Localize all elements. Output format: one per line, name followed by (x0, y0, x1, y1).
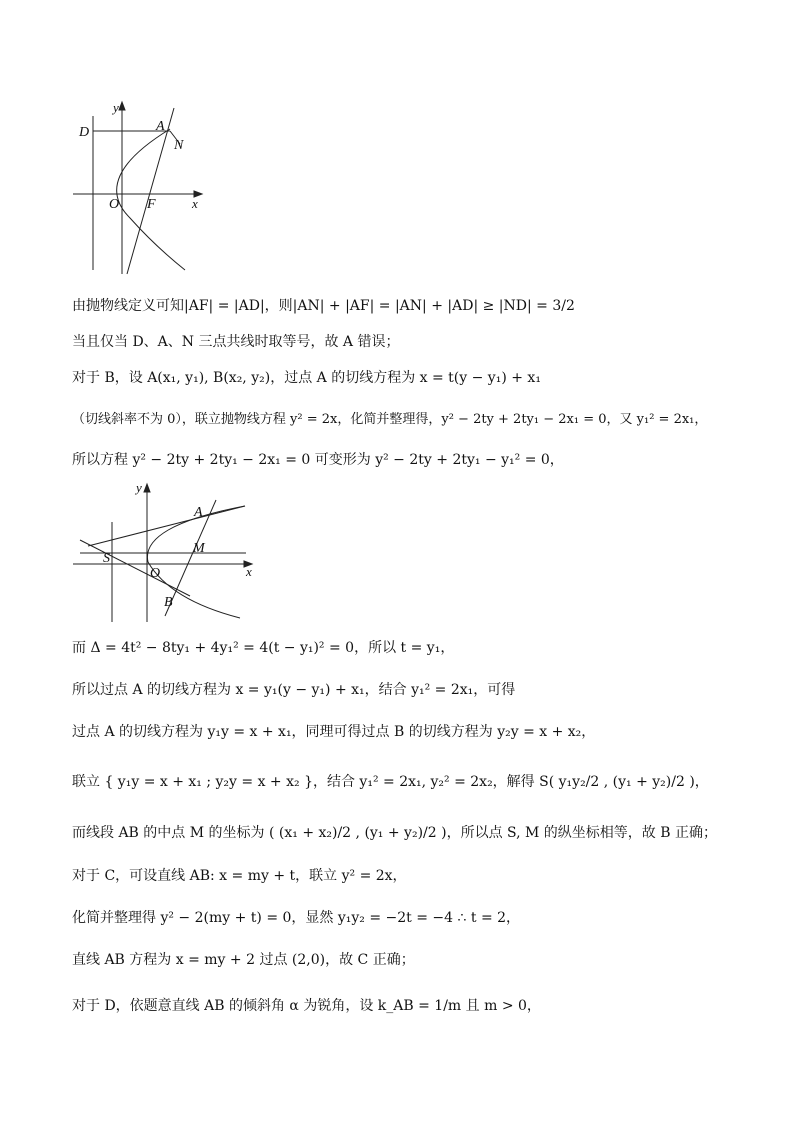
label-F: F (147, 197, 156, 212)
text-line-7: 所以过点 A 的切线方程为 x = y₁(y − y₁) + x₁，结合 y₁² = 2x₁，可得 (72, 682, 516, 698)
chord-AB (165, 500, 216, 616)
label-M: M (193, 541, 205, 556)
label-y: y (136, 480, 142, 495)
text-line-9: 联立 { y₁y = x + x₁ ; y₂y = x + x₂ }，结合 y₁² = 2x₁, y₂² = 2x₂，解得 S( y₁y₂/2 , (y₁ + y₂)/2 )， (72, 774, 709, 790)
label-N: N (174, 138, 184, 153)
text-line-10: 而线段 AB 的中点 M 的坐标为 ( (x₁ + x₂)/2 , (y₁ + y₂)/2 )，所以点 S, M 的纵坐标相等，故 B 正确； (72, 825, 717, 841)
label-O: O (150, 566, 161, 581)
label-B: B (164, 595, 173, 610)
label-S: S (103, 551, 110, 566)
figure-parabola-1 (70, 98, 210, 278)
text-line-3: 对于 B，设 A(x₁, y₁), B(x₂, y₂)，过点 A 的切线方程为 x = t(y − y₁) + x₁ (72, 370, 541, 386)
tangent-at-B (80, 540, 190, 596)
text-line-8: 过点 A 的切线方程为 y₁y = x + x₁，同理可得过点 B 的切线方程为 y₂y = x + x₂， (72, 724, 596, 740)
text-line-13: 直线 AB 方程为 x = my + 2 过点 (2,0)，故 C 正确； (72, 952, 415, 968)
label-A: A (156, 119, 165, 134)
y-axis-arrow (119, 102, 125, 110)
label-O: O (109, 197, 120, 212)
label-A: A (194, 505, 203, 520)
text-line-12: 化简并整理得 y² − 2(my + t) = 0，显然 y₁y₂ = −2t = −4 ∴ t = 2， (72, 910, 521, 926)
text-line-2: 当且仅当 D、A、N 三点共线时取等号，故 A 错误； (72, 334, 400, 350)
text-line-1: 由抛物线定义可知|AF| = |AD|，则|AN| + |AF| = |AN| + |AD| ≥ |ND| = 3/2 (72, 298, 575, 314)
text-line-5: 所以方程 y² − 2ty + 2ty₁ − 2x₁ = 0 可变形为 y² − 2ty + 2ty₁ − y₁² = 0， (72, 452, 564, 468)
parabola-curve (147, 506, 245, 618)
text-line-4: （切线斜率不为 0），联立抛物线方程 y² = 2x，化简并整理得，y² − 2ty + 2ty₁ − 2x₁ = 0，又 y₁² = 2x₁， (72, 412, 708, 427)
label-x: x (246, 564, 252, 579)
label-D: D (79, 125, 90, 140)
text-line-14: 对于 D，依题意直线 AB 的倾斜角 α 为锐角，设 k_AB = 1/m 且 m > 0， (72, 998, 541, 1014)
y-axis-arrow (144, 484, 150, 492)
text-line-11: 对于 C，可设直线 AB: x = my + t，联立 y² = 2x， (72, 868, 407, 884)
line-FN (127, 108, 174, 274)
text-line-6: 而 Δ = 4t² − 8ty₁ + 4y₁² = 4(t − y₁)² = 0，所以 t = y₁， (72, 640, 455, 656)
label-y: y (113, 100, 119, 115)
label-x: x (192, 196, 198, 211)
figure-parabola-2 (70, 478, 260, 628)
